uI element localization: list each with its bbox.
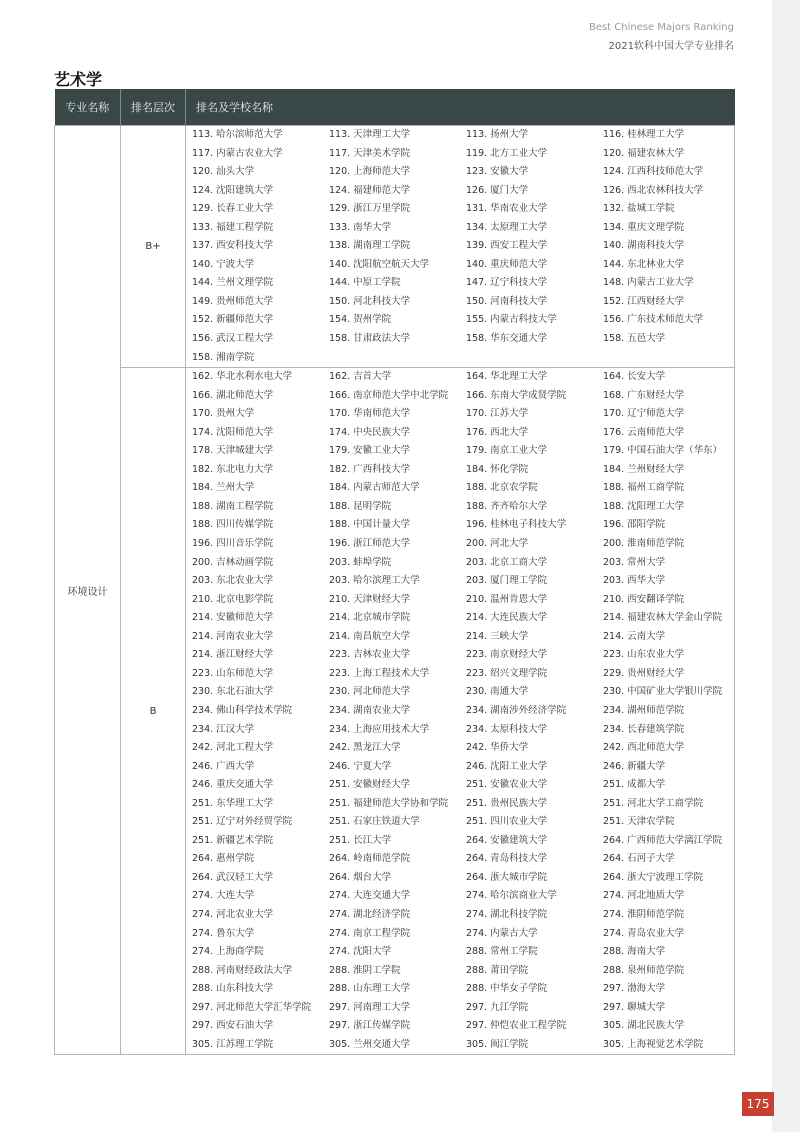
school-entry: 288. 海南大学 [603, 946, 666, 958]
school-entry: 133. 福建工程学院 [192, 221, 274, 233]
school-entry: 305. 上海视觉艺术学院 [603, 1038, 704, 1050]
school-entry: 274. 青岛农业大学 [603, 927, 685, 939]
major-name-cell: 环境设计 [55, 126, 121, 1055]
school-entry: 229. 贵州财经大学 [603, 667, 685, 679]
school-entry: 123. 安徽大学 [466, 166, 529, 178]
school-entry: 264. 浙大宁波理工学院 [603, 871, 704, 883]
school-entry: 139. 西安工程大学 [466, 240, 548, 252]
school-entry: 274. 淮阴师范学院 [603, 908, 685, 920]
school-entry: 113. 哈尔滨师范大学 [192, 129, 283, 140]
page-number: 175 [742, 1092, 774, 1116]
school-entry: 129. 长春工业大学 [192, 203, 274, 215]
school-entry: 132. 盐城工学院 [603, 203, 675, 215]
school-entry: 264. 广西师范大学漓江学院 [603, 834, 723, 846]
school-entry: 214. 三峡大学 [466, 630, 529, 642]
school-entry: 251. 长江大学 [329, 834, 392, 846]
school-entry: 242. 西北师范大学 [603, 742, 685, 754]
school-entry: 120. 汕头大学 [192, 166, 255, 178]
header-english-title: Best Chinese Majors Ranking [588, 22, 734, 33]
school-entry: 305. 湖北民族大学 [603, 1020, 685, 1032]
school-entry: 288. 山东科技大学 [192, 983, 274, 995]
school-entry: 297. 河南理工大学 [329, 1001, 411, 1013]
school-entry: 188. 齐齐哈尔大学 [466, 500, 548, 512]
school-entry: 134. 太原理工大学 [466, 221, 548, 233]
school-entry: 223. 山东农业大学 [603, 649, 685, 661]
school-grid [192, 368, 734, 1054]
school-entry: 288. 常州工学院 [466, 946, 538, 958]
school-entry: 144. 东北林业大学 [603, 258, 685, 270]
school-entry: 124. 沈阳建筑大学 [192, 184, 274, 196]
school-entry: 223. 绍兴文理学院 [466, 667, 548, 679]
school-entry: 242. 黑龙江大学 [329, 742, 401, 754]
school-entry: 200. 河北大学 [466, 538, 529, 550]
school-entry: 188. 福州工商学院 [603, 482, 685, 494]
school-entry: 184. 兰州大学 [192, 482, 255, 494]
school-entry: 203. 哈尔滨理工大学 [329, 575, 420, 587]
school-entry: 140. 沈阳航空航天大学 [329, 258, 430, 270]
table-row [55, 368, 735, 1055]
school-entry: 288. 淮阴工学院 [329, 964, 401, 976]
school-entry: 214. 云南大学 [603, 630, 666, 642]
school-entry: 179. 南京工业大学 [466, 445, 548, 457]
school-entry: 251. 河北大学工商学院 [603, 797, 704, 809]
school-entry: 154. 贺州学院 [329, 314, 392, 326]
school-entry: 297. 浙江传媒学院 [329, 1020, 411, 1032]
school-entry: 305. 江苏理工学院 [192, 1038, 274, 1050]
school-entry: 131. 华南农业大学 [466, 203, 548, 215]
school-entry: 196. 浙江师范大学 [329, 538, 411, 550]
school-entry: 162. 吉首大学 [329, 371, 392, 383]
school-entry: 210. 西安翻译学院 [603, 593, 685, 605]
school-entry: 214. 浙江财经大学 [192, 649, 274, 661]
school-entry: 188. 昆明学院 [329, 500, 392, 512]
school-entry: 203. 东北农业大学 [192, 575, 274, 587]
school-entry: 179. 中国石油大学（华东） [603, 445, 723, 457]
school-entry: 150. 河北科技大学 [329, 295, 411, 307]
school-entry: 251. 天津农学院 [603, 816, 675, 828]
school-entry: 140. 重庆师范大学 [466, 258, 548, 270]
school-entry: 234. 湖南农业大学 [329, 704, 411, 716]
school-entry: 288. 山东理工大学 [329, 983, 411, 995]
school-entry: 156. 广东技术师范大学 [603, 314, 704, 326]
school-entry: 297. 河北师范大学汇华学院 [192, 1001, 312, 1013]
school-entry: 203. 厦门理工学院 [466, 575, 548, 587]
school-entry: 140. 宁波大学 [192, 258, 255, 270]
school-entry: 214. 安徽师范大学 [192, 612, 274, 624]
school-entry: 184. 内蒙古师范大学 [329, 482, 420, 494]
school-entry: 174. 中央民族大学 [329, 426, 411, 438]
school-entry: 274. 湖北经济学院 [329, 908, 411, 920]
school-entry: 305. 闽江学院 [466, 1038, 529, 1050]
school-entry: 288. 莆田学院 [466, 964, 529, 976]
school-entry: 188. 北京农学院 [466, 482, 538, 494]
school-entry: 176. 云南师范大学 [603, 426, 685, 438]
school-entry: 188. 沈阳理工大学 [603, 500, 685, 512]
school-entry: 274. 湖北科技学院 [466, 908, 548, 920]
tier-school-list [186, 368, 735, 1055]
school-entry: 234. 太原科技大学 [466, 723, 548, 735]
school-entry: 149. 贵州师范大学 [192, 295, 274, 307]
school-entry: 274. 大连大学 [192, 890, 255, 902]
school-entry: 140. 湖南科技大学 [603, 240, 685, 252]
school-entry: 119. 北方工业大学 [466, 147, 548, 159]
school-entry: 251. 福建师范大学协和学院 [329, 797, 449, 809]
school-entry: 188. 湖南工程学院 [192, 500, 274, 512]
school-entry: 234. 佛山科学技术学院 [192, 704, 293, 716]
school-entry: 200. 淮南师范学院 [603, 538, 685, 550]
school-entry: 274. 河北农业大学 [192, 908, 274, 920]
school-entry: 203. 蚌埠学院 [329, 556, 392, 568]
tier-level-cell: B [121, 368, 186, 1055]
school-entry: 251. 贵州民族大学 [466, 797, 548, 809]
school-entry: 158. 湘南学院 [192, 351, 255, 363]
school-entry: 152. 江西财经大学 [603, 295, 685, 307]
school-entry: 234. 长春建筑学院 [603, 723, 685, 735]
school-entry: 274. 内蒙古大学 [466, 927, 538, 939]
school-entry: 297. 西安石油大学 [192, 1020, 274, 1032]
school-entry: 274. 南京工程学院 [329, 927, 411, 939]
school-entry: 113. 天津理工大学 [329, 129, 411, 140]
school-entry: 152. 新疆师范大学 [192, 314, 274, 326]
school-entry: 113. 扬州大学 [466, 129, 529, 140]
school-entry: 174. 沈阳师范大学 [192, 426, 274, 438]
column-header-level: 排名层次 [121, 89, 186, 126]
school-entry: 156. 武汉工程大学 [192, 333, 274, 345]
school-entry: 203. 常州大学 [603, 556, 666, 568]
school-entry: 230. 东北石油大学 [192, 686, 274, 698]
school-entry: 129. 浙江万里学院 [329, 203, 411, 215]
school-entry: 288. 泉州师范学院 [603, 964, 685, 976]
school-entry: 297. 渤海大学 [603, 983, 666, 995]
school-entry: 246. 新疆大学 [603, 760, 666, 772]
tier-level-cell: B+ [121, 126, 186, 368]
school-entry: 234. 上海应用技术大学 [329, 723, 430, 735]
school-entry: 246. 重庆交通大学 [192, 779, 274, 791]
school-entry: 188. 中国计量大学 [329, 519, 411, 531]
school-entry: 117. 天津美术学院 [329, 147, 411, 159]
school-entry: 126. 西北农林科技大学 [603, 184, 704, 196]
school-entry: 214. 河南农业大学 [192, 630, 274, 642]
school-entry: 264. 石河子大学 [603, 853, 675, 865]
school-entry: 264. 安徽建筑大学 [466, 834, 548, 846]
school-entry: 288. 中华女子学院 [466, 983, 548, 995]
school-entry: 196. 邵阳学院 [603, 519, 666, 531]
school-entry: 264. 武汉轻工大学 [192, 871, 274, 883]
school-entry: 164. 华北理工大学 [466, 371, 548, 383]
school-entry: 214. 南昌航空大学 [329, 630, 411, 642]
school-entry: 251. 四川农业大学 [466, 816, 548, 828]
section-title: 艺术学 [54, 70, 103, 89]
school-entry: 178. 天津城建大学 [192, 445, 274, 457]
school-entry: 203. 西华大学 [603, 575, 666, 587]
school-entry: 251. 安徽农业大学 [466, 779, 548, 791]
school-entry: 147. 辽宁科技大学 [466, 277, 548, 289]
school-entry: 274. 上海商学院 [192, 946, 264, 958]
school-entry: 288. 河南财经政法大学 [192, 964, 293, 976]
school-entry: 203. 北京工商大学 [466, 556, 548, 568]
school-entry: 251. 成都大学 [603, 779, 666, 791]
school-entry: 210. 天津财经大学 [329, 593, 411, 605]
tier-school-list [186, 126, 735, 368]
school-entry: 242. 华侨大学 [466, 742, 529, 754]
school-entry: 223. 吉林农业大学 [329, 649, 411, 661]
school-entry: 234. 江汉大学 [192, 723, 255, 735]
school-entry: 297. 聊城大学 [603, 1001, 666, 1013]
school-entry: 210. 温州肯恩大学 [466, 593, 548, 605]
school-entry: 274. 河北地质大学 [603, 890, 685, 902]
school-entry: 264. 岭南师范学院 [329, 853, 411, 865]
school-entry: 223. 山东师范大学 [192, 667, 274, 679]
school-entry: 133. 南华大学 [329, 221, 392, 233]
school-entry: 274. 哈尔滨商业大学 [466, 890, 557, 902]
school-entry: 158. 五邑大学 [603, 333, 666, 345]
table-header-row [55, 89, 735, 126]
school-entry: 120. 上海师范大学 [329, 166, 411, 178]
school-entry: 117. 内蒙古农业大学 [192, 147, 283, 159]
school-entry: 210. 北京电影学院 [192, 593, 274, 605]
school-entry: 168. 广东财经大学 [603, 389, 685, 401]
school-entry: 223. 南京财经大学 [466, 649, 548, 661]
school-entry: 274. 鲁东大学 [192, 927, 255, 939]
school-entry: 251. 安徽财经大学 [329, 779, 411, 791]
school-entry: 230. 河北师范大学 [329, 686, 411, 698]
school-entry: 144. 兰州文理学院 [192, 277, 274, 289]
school-entry: 148. 内蒙古工业大学 [603, 277, 694, 289]
school-entry: 196. 桂林电子科技大学 [466, 519, 567, 531]
school-entry: 150. 河南科技大学 [466, 295, 548, 307]
school-entry: 134. 重庆文理学院 [603, 221, 685, 233]
school-entry: 182. 东北电力大学 [192, 463, 274, 475]
school-entry: 164. 长安大学 [603, 371, 666, 383]
school-entry: 126. 厦门大学 [466, 184, 529, 196]
school-entry: 214. 北京城市学院 [329, 612, 411, 624]
school-entry: 120. 福建农林大学 [603, 147, 685, 159]
school-entry: 264. 烟台大学 [329, 871, 392, 883]
school-entry: 230. 南通大学 [466, 686, 529, 698]
side-band [772, 0, 800, 1132]
school-entry: 170. 华南师范大学 [329, 408, 411, 420]
school-entry: 234. 湖南涉外经济学院 [466, 704, 567, 716]
school-entry: 251. 东华理工大学 [192, 797, 274, 809]
school-entry: 251. 辽宁对外经贸学院 [192, 816, 293, 828]
school-entry: 264. 浙大城市学院 [466, 871, 548, 883]
school-entry: 234. 湖州师范学院 [603, 704, 685, 716]
school-entry: 184. 怀化学院 [466, 463, 529, 475]
school-entry: 179. 安徽工业大学 [329, 445, 411, 457]
school-entry: 214. 福建农林大学金山学院 [603, 612, 723, 624]
school-entry: 162. 华北水利水电大学 [192, 371, 293, 383]
school-entry: 155. 内蒙古科技大学 [466, 314, 557, 326]
school-entry: 200. 吉林动画学院 [192, 556, 274, 568]
school-entry: 251. 新疆艺术学院 [192, 834, 274, 846]
school-entry: 264. 惠州学院 [192, 853, 255, 865]
school-entry: 137. 西安科技大学 [192, 240, 274, 252]
school-entry: 170. 江苏大学 [466, 408, 529, 420]
column-header-major: 专业名称 [55, 89, 121, 126]
school-entry: 166. 南京师范大学中北学院 [329, 389, 449, 401]
school-entry: 166. 湖北师范大学 [192, 389, 274, 401]
school-entry: 230. 中国矿业大学银川学院 [603, 686, 723, 698]
table-row [55, 126, 735, 368]
column-header-schools: 排名及学校名称 [186, 89, 735, 126]
school-entry: 274. 沈阳大学 [329, 946, 392, 958]
school-entry: 297. 九江学院 [466, 1001, 529, 1013]
school-entry: 138. 湖南理工学院 [329, 240, 411, 252]
school-entry: 246. 宁夏大学 [329, 760, 392, 772]
school-entry: 305. 兰州交通大学 [329, 1038, 411, 1050]
school-entry: 196. 四川音乐学院 [192, 538, 274, 550]
school-entry: 176. 西北大学 [466, 426, 529, 438]
school-entry: 297. 仲恺农业工程学院 [466, 1020, 567, 1032]
school-grid [192, 126, 734, 367]
school-entry: 242. 河北工程大学 [192, 742, 274, 754]
school-entry: 166. 东南大学成贤学院 [466, 389, 567, 401]
school-entry: 124. 福建师范大学 [329, 184, 411, 196]
school-entry: 246. 广西大学 [192, 760, 255, 772]
school-entry: 274. 大连交通大学 [329, 890, 411, 902]
school-entry: 170. 贵州大学 [192, 408, 255, 420]
header-chinese-title: 2021软科中国大学专业排名 [608, 41, 734, 52]
school-entry: 264. 青岛科技大学 [466, 853, 548, 865]
school-entry: 124. 江西科技师范大学 [603, 166, 704, 178]
school-entry: 182. 广西科技大学 [329, 463, 411, 475]
school-entry: 158. 华东交通大学 [466, 333, 548, 345]
school-entry: 116. 桂林理工大学 [603, 129, 685, 140]
school-entry: 184. 兰州财经大学 [603, 463, 685, 475]
school-entry: 170. 辽宁师范大学 [603, 408, 685, 420]
ranking-table [54, 89, 735, 1055]
school-entry: 223. 上海工程技术大学 [329, 667, 430, 679]
school-entry: 251. 石家庄铁道大学 [329, 816, 420, 828]
school-entry: 144. 中原工学院 [329, 277, 401, 289]
school-entry: 158. 甘肃政法大学 [329, 333, 411, 345]
school-entry: 246. 沈阳工业大学 [466, 760, 548, 772]
school-entry: 188. 四川传媒学院 [192, 519, 274, 531]
school-entry: 214. 大连民族大学 [466, 612, 548, 624]
